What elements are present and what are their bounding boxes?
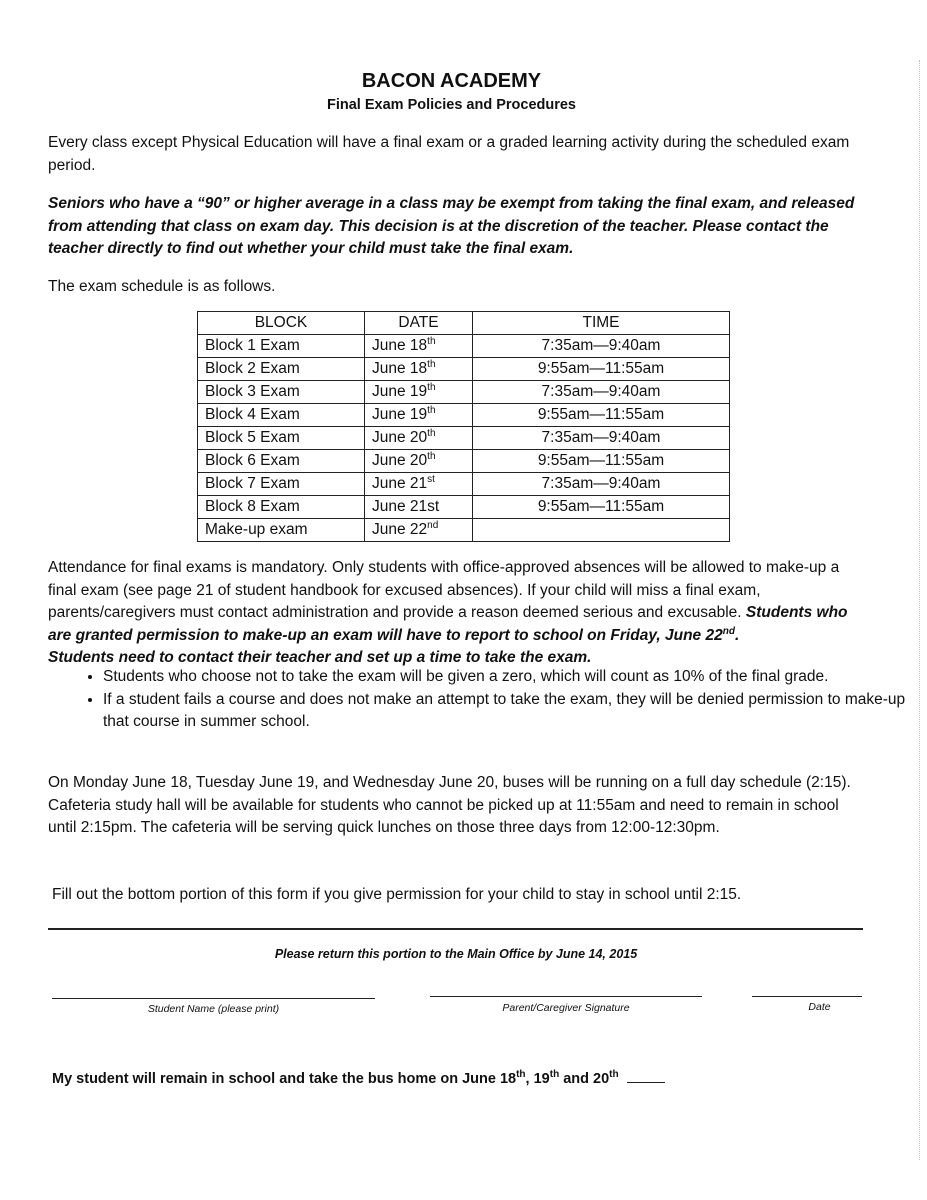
block-cell: Block 2 Exam: [198, 358, 365, 381]
date-cell: June 19th: [365, 381, 473, 404]
cut-divider: [48, 928, 863, 930]
fill-out-instructions: Fill out the bottom portion of this form if you give permission for your child to stay in school until 2:15.: [52, 886, 742, 903]
list-item: • Students who choose not to take the exam will be given a zero, which will count as 10% of the final grade.: [103, 666, 923, 689]
permission-check-blank[interactable]: [627, 1068, 665, 1083]
attendance-text: Attendance for final exams is mandatory. Only students with office-approved absences will be allowed to make-up a final exam (see page 21 of student handbook for excused absences). If your child will miss a final exam, parents/caregivers must contact administration and provide a reason deemed serious and excusable.: [48, 559, 840, 621]
list-item: • If a student fails a course and does not make an attempt to take the exam, they will be denied permission to make-up that course in summer school.: [103, 689, 923, 734]
schedule-intro: The exam schedule is as follows.: [48, 278, 276, 295]
block-cell: Block 5 Exam: [198, 427, 365, 450]
date-cell: June 21st: [365, 496, 473, 519]
table-row: [198, 358, 730, 381]
date-cell: June 22nd: [365, 519, 473, 542]
block-cell: Make-up exam: [198, 519, 365, 542]
seniors-exemption-note: Seniors who have a “90” or higher average in a class may be exempt from taking the final exam, and released from attending that class on exam day. This decision is at the discretion of the teacher. Please contact the teacher directly to find out whether your child must take the final exam.: [48, 195, 855, 257]
table-row: [198, 381, 730, 404]
block-cell: Block 1 Exam: [198, 335, 365, 358]
time-cell: 9:55am—11:55am: [473, 450, 730, 473]
header-time: TIME: [473, 312, 730, 335]
date-line[interactable]: [752, 996, 862, 997]
table-row: [198, 427, 730, 450]
time-cell: 7:35am—9:40am: [473, 427, 730, 450]
scan-edge-artifact: [919, 60, 921, 1160]
bus-permission-statement: My student will remain in school and take the bus home on June 18th, 19th and 20th: [52, 1068, 665, 1087]
time-cell: 9:55am—11:55am: [473, 358, 730, 381]
return-instructions: Please return this portion to the Main Office by June 14, 2015: [274, 947, 638, 961]
contact-teacher-note: Students need to contact their teacher and set up a time to take the exam.: [48, 649, 592, 666]
parent-signature-label: Parent/Caregiver Signature: [502, 1002, 630, 1014]
block-cell: Block 7 Exam: [198, 473, 365, 496]
block-cell: Block 6 Exam: [198, 450, 365, 473]
attendance-paragraph: [48, 557, 868, 670]
table-row: [198, 335, 730, 358]
time-cell: 7:35am—9:40am: [473, 381, 730, 404]
header-date: DATE: [365, 312, 473, 335]
makeup-note: Students who are granted permission to make-up an exam will have to report to school on Friday, June 22nd.: [48, 604, 848, 644]
date-cell: June 20th: [365, 450, 473, 473]
date-cell: June 20th: [365, 427, 473, 450]
time-cell: [473, 519, 730, 542]
document-title: BACON ACADEMY: [361, 70, 542, 92]
time-cell: 9:55am—11:55am: [473, 404, 730, 427]
consequences-list: [48, 666, 923, 734]
time-cell: 7:35am—9:40am: [473, 473, 730, 496]
date-cell: June 18th: [365, 335, 473, 358]
document-subtitle: Final Exam Policies and Procedures: [326, 97, 576, 113]
date-cell: June 19th: [365, 404, 473, 427]
time-cell: 9:55am—11:55am: [473, 496, 730, 519]
date-cell: June 18th: [365, 358, 473, 381]
student-name-line[interactable]: [52, 998, 375, 999]
parent-signature-line[interactable]: [430, 996, 702, 997]
student-name-label: Student Name (please print): [147, 1003, 280, 1015]
table-row: [198, 519, 730, 542]
date-label: Date: [808, 1001, 831, 1013]
date-cell: June 21st: [365, 473, 473, 496]
intro-paragraph: Every class except Physical Education will have a final exam or a graded learning activity during the scheduled exam period.: [48, 134, 850, 174]
table-row: [198, 450, 730, 473]
table-row: [198, 404, 730, 427]
block-cell: Block 8 Exam: [198, 496, 365, 519]
table-row: [198, 473, 730, 496]
schedule-body: [198, 335, 730, 542]
header-block: BLOCK: [198, 312, 365, 335]
exam-schedule-table: [197, 311, 730, 542]
block-cell: Block 4 Exam: [198, 404, 365, 427]
table-row: [198, 496, 730, 519]
block-cell: Block 3 Exam: [198, 381, 365, 404]
time-cell: 7:35am—9:40am: [473, 335, 730, 358]
bus-schedule-paragraph: On Monday June 18, Tuesday June 19, and Wednesday June 20, buses will be running on a full day schedule (2:15). Cafeteria study hall will be available for students who cannot be picked up at 11:55am and need to remain in school until 2:15pm. The cafeteria will be serving quick lunches on those three days from 12:00-12:30pm.: [48, 774, 851, 836]
table-header-row: [198, 312, 730, 335]
